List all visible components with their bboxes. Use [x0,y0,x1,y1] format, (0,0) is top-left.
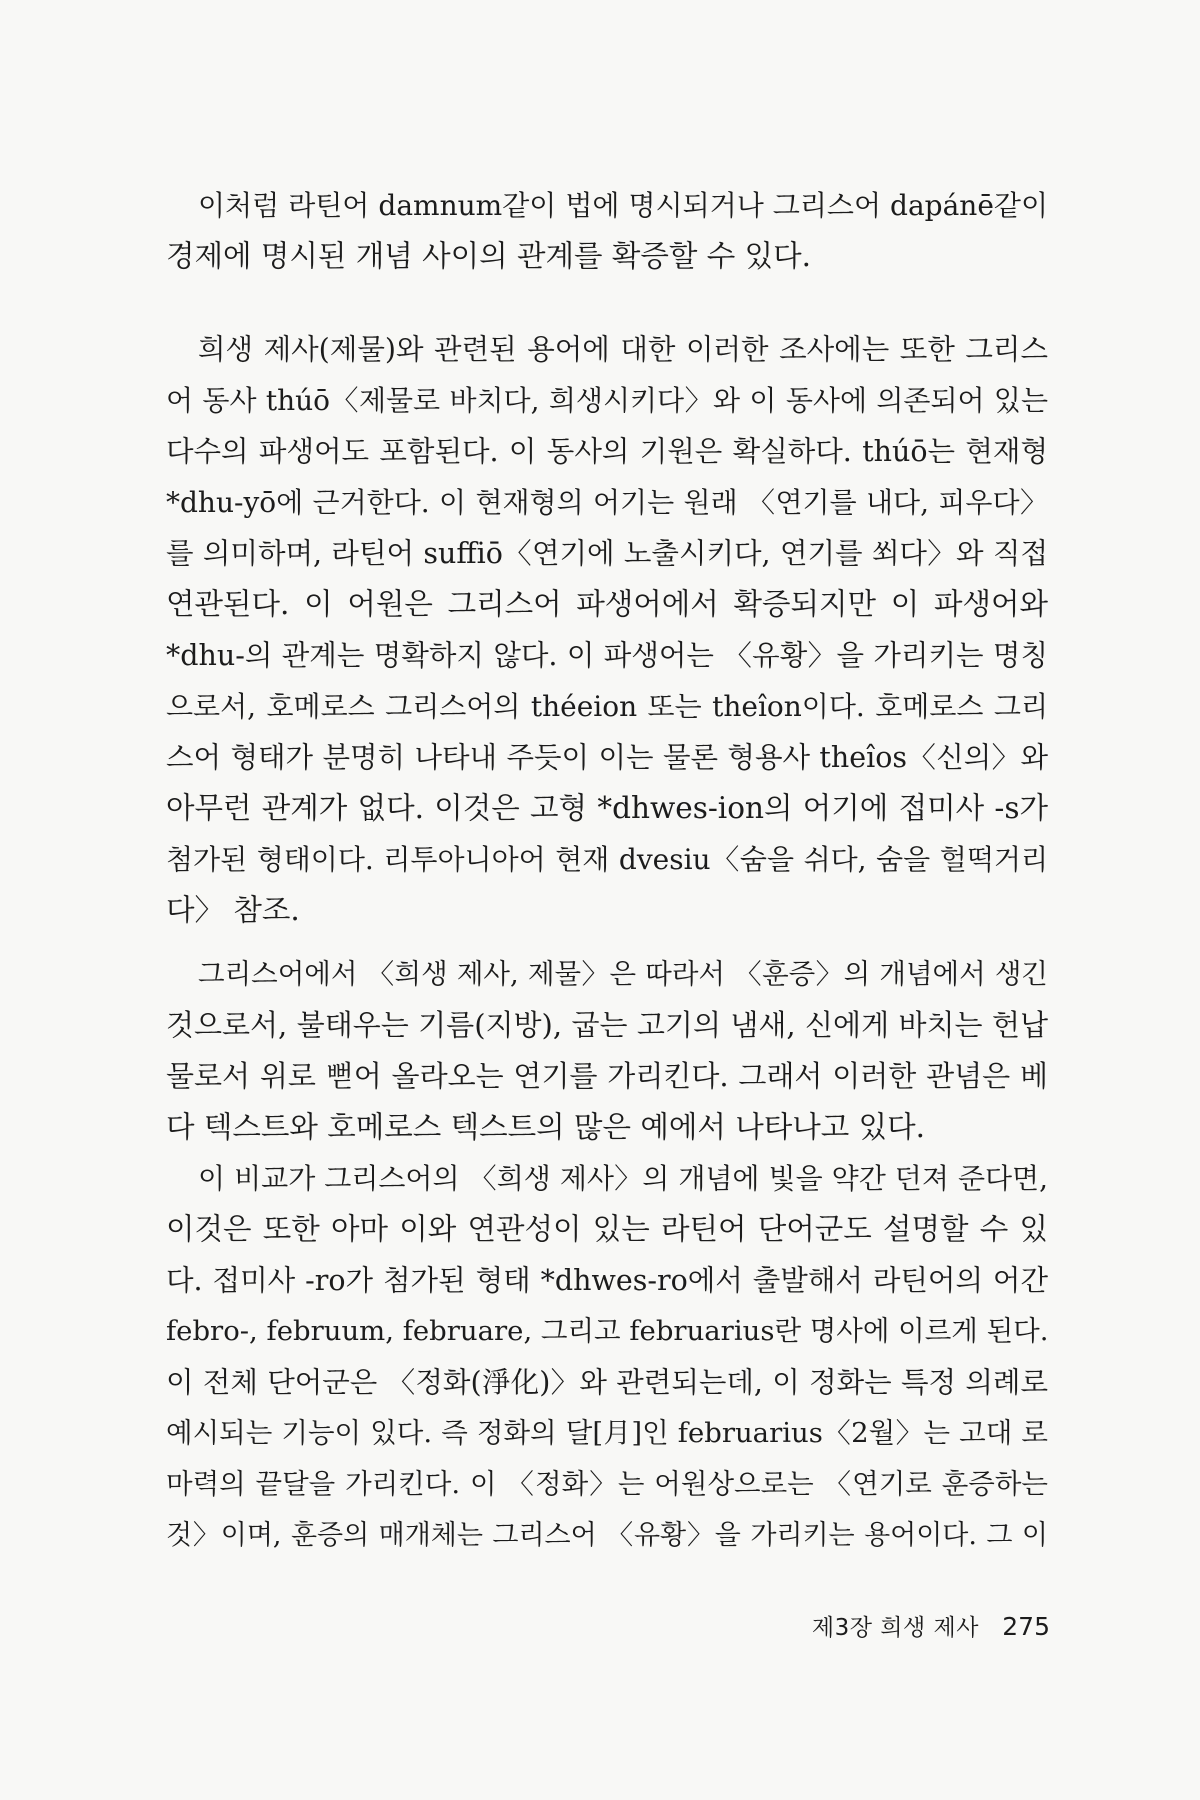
text-line: 그리스어에서 〈희생 제사, 제물〉은 따라서 〈훈증〉의 개념에서 생긴 [198,958,1048,990]
text-line: 연관된다. 이 어원은 그리스어 파생어에서 확증되지만 이 파생어와 [166,587,1048,621]
text-line: 예시되는 기능이 있다. 즉 정화의 달[月]인 februarius〈2월〉는 고대 로 [166,1417,1048,1449]
text-line: 물로서 위로 뻗어 올라오는 연기를 가리킨다. 그래서 이러한 관념은 베 [166,1059,1048,1093]
text-line: 이것은 또한 아마 이와 연관성이 있는 라틴어 단어군도 설명할 수 있 [166,1212,1048,1246]
paragraph-2 [166,324,1048,936]
text-line: 이처럼 라틴어 damnum같이 법에 명시되거나 그리스어 dapánē같이 [198,189,1048,222]
text-line: 다 텍스트와 호메로스 텍스트의 많은 예에서 나타나고 있다. [166,1110,925,1144]
text-line: 으로서, 호메로스 그리스어의 théeion 또는 theîon이다. 호메로스 그리 [166,690,1048,723]
paragraph-3 [166,949,1048,1153]
paragraph-4 [166,1153,1048,1561]
text-line: 희생 제사(제물)와 관련된 용어에 대한 이러한 조사에는 또한 그리스 [198,333,1048,366]
text-line: 를 의미하며, 라틴어 suffiō〈연기에 노출시키다, 연기를 쐬다〉와 직접 [166,537,1048,570]
text-line: 스어 형태가 분명히 나타내 주듯이 이는 물론 형용사 theîos〈신의〉와 [166,741,1048,774]
text-line: 다. 접미사 -ro가 첨가된 형태 *dhwes-ro에서 출발해서 라틴어의 어간 [166,1264,1048,1297]
text-line: *dhu-의 관계는 명확하지 않다. 이 파생어는 〈유황〉을 가리키는 명칭 [166,639,1048,672]
text-line: 마력의 끝달을 가리킨다. 이 〈정화〉는 어원상으로는 〈연기로 훈증하는 [166,1468,1048,1500]
text-line: 다〉 참조. [166,893,300,927]
text-line: 이 비교가 그리스어의 〈희생 제사〉의 개념에 빛을 약간 던져 준다면, [198,1162,1048,1195]
text-line: 것〉이며, 훈증의 매개체는 그리스어 〈유황〉을 가리키는 용어이다. 그 이 [166,1520,1048,1551]
page-number: 275 [1002,1612,1050,1641]
text-line: *dhu-yō에 근거한다. 이 현재형의 어기는 원래 〈연기를 내다, 피우다〉 [166,486,1048,519]
paragraph-1 [166,180,1048,282]
text-line: 아무런 관계가 없다. 이것은 고형 *dhwes-ion의 어기에 접미사 -s가 [166,791,1048,825]
text-line: 이 전체 단어군은 〈정화(淨化)〉와 관련되는데, 이 정화는 특정 의례로 [166,1366,1048,1399]
text-line: 것으로서, 불태우는 기름(지방), 굽는 고기의 냄새, 신에게 바치는 헌납 [166,1008,1048,1042]
page-footer [812,1609,1050,1642]
text-line: 첨가된 형태이다. 리투아니아어 현재 dvesiu〈숨을 쉬다, 숨을 헐떡거리 [166,843,1048,876]
text-line: 다수의 파생어도 포함된다. 이 동사의 기원은 확실하다. thúō는 현재형 [166,435,1048,468]
text-line: 경제에 명시된 개념 사이의 관계를 확증할 수 있다. [166,239,811,273]
text-line: febro-, februum, februare, 그리고 februarius란 명사에 이르게 된다. [166,1315,1049,1347]
text-line: 어 동사 thúō〈제물로 바치다, 희생시키다〉와 이 동사에 의존되어 있는 [166,384,1048,417]
chapter-title: 제3장 희생 제사 [811,1615,979,1641]
